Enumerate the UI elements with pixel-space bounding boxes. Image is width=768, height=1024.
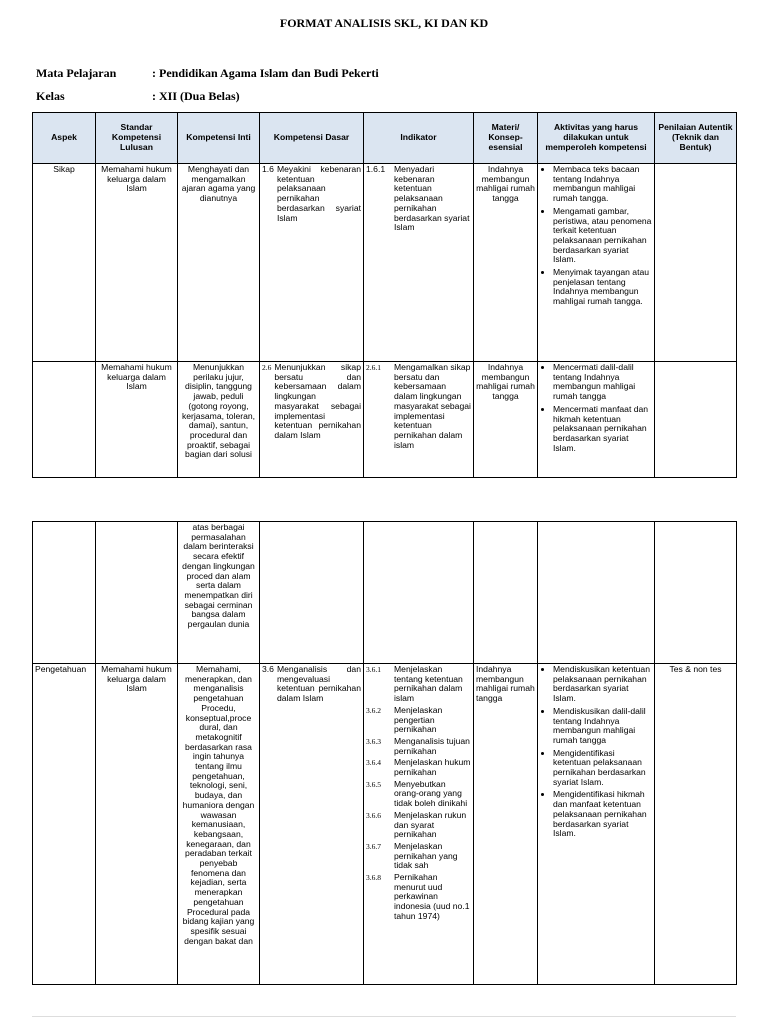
cell-materi xyxy=(474,522,538,664)
cell-aspek xyxy=(33,362,96,478)
cell-kd xyxy=(260,164,364,362)
document-title: FORMAT ANALISIS SKL, KI DAN KD xyxy=(279,16,489,30)
cell-aktivitas xyxy=(538,664,655,985)
indikator-item xyxy=(366,758,471,777)
analysis-table-page-1 xyxy=(32,112,737,478)
header-indikator: Indikator xyxy=(364,113,474,164)
indikator-text: Menjelaskan hukum pernikahan xyxy=(394,757,471,778)
indikator-text: Menganalisis tujuan pernikahan xyxy=(394,735,470,756)
indikator-text: Menjelaskan pengertian pernikahan xyxy=(394,704,443,735)
cell-ki: Memahami, menerapkan, dan menganalisis pengetahuan Procedu, konseptual,proce dural, dan metakognitif berdasarkan rasa ingin tahunya tentang ilmu pengetahuan, teknologi, seni, budaya, dan humaniora dengan wawasan kemanusiaan, kebangsaan, kenegaraan, dan peradaban terkait penyebab fenomena dan kejadian, serta menerapkan pengetahuan Procedural pada bidang kajian yang spesifik sesuai dengan bakat dan xyxy=(178,664,260,985)
page-divider xyxy=(32,1016,736,1017)
indikator-number: 3.6.4 xyxy=(366,758,381,768)
cell-penilaian: Tes & non tes xyxy=(655,664,737,985)
kd-text: Meyakini kebenaran ketentuan pelaksanaan pernikahan berdasarkan syariat Islam xyxy=(276,164,361,223)
cell-aspek xyxy=(33,522,96,664)
list-item: • Membaca teks bacaan tentang Indahnya membangun mahligai rumah tangga. xyxy=(553,165,652,204)
cell-penilaian xyxy=(655,164,737,362)
list-item: • Mendiskusikan dalil-dalil tentang Indahnya membangun mahligai rumah tangga xyxy=(553,707,652,746)
kd-number: 2.6 xyxy=(262,363,272,372)
kd-number: 1.6 xyxy=(262,164,274,174)
aktivitas-list xyxy=(540,665,652,839)
indikator-item xyxy=(366,665,471,704)
cell-aktivitas xyxy=(538,164,655,362)
header-materi: Materi/ Konsep- esensial xyxy=(474,113,538,164)
list-item: • Mengamati gambar, peristiwa, atau penomena terkait ketentuan pelaksanaan pernikahan berdasarkan syariat Islam. xyxy=(553,207,652,265)
list-item: • Mencermati manfaat dan hikmah ketentuan pelaksanaan pernikahan berdasarkan syariat Islam. xyxy=(553,405,652,454)
list-item: • Mencermati dalil-dalil tentang Indahnya membangun mahligai rumah tangga xyxy=(553,363,652,402)
cell-skl xyxy=(96,522,178,664)
cell-indikator xyxy=(364,362,474,478)
indikator-text: Pernikahan menurut uud perkawinan indonesia (uud no.1 tahun 1974) xyxy=(394,872,470,921)
header-aktivitas: Aktivitas yang harus dilakukan untuk memperoleh kompetensi xyxy=(538,113,655,164)
indikator-text: Menjelaskan pernikahan yang tidak sah xyxy=(394,840,458,871)
indikator-item xyxy=(366,811,471,840)
cell-indikator xyxy=(364,664,474,985)
indikator-text: Menyadari kebenaran ketentuan pelaksanaan pernikahan berdasarkan syariat Islam xyxy=(394,164,470,233)
cell-skl: Memahami hukum keluarga dalam Islam xyxy=(96,164,178,362)
aktivitas-list xyxy=(540,165,652,307)
cell-materi: Indahnya membangun mahligai rumah tangga xyxy=(474,664,538,985)
kd-text: Menunjukkan sikap bersatu dan kebersamaan dalam lingkungan masyarakat sebagai implementasi ketentuan pernikahan dalam Islam xyxy=(274,362,361,440)
cell-ki: Menghayati dan mengamalkan ajaran agama yang dianutnya xyxy=(178,164,260,362)
kd-text: Menganalisis dan mengevaluasi ketentuan pernikahan dalam Islam xyxy=(276,664,361,704)
cell-skl: Memahami hukum keluarga dalam Islam xyxy=(96,362,178,478)
indikator-number: 3.6.8 xyxy=(366,873,381,883)
cell-aspek: Sikap xyxy=(33,164,96,362)
indikator-item xyxy=(366,706,471,735)
indikator-number: 3.6.5 xyxy=(366,779,381,789)
cell-aktivitas xyxy=(538,522,655,664)
kelas-label: Kelas xyxy=(36,89,65,103)
cell-kd xyxy=(260,362,364,478)
list-item: • Mendiskusikan ketentuan pelaksanaan pernikahan berdasarkan syariat Islam. xyxy=(553,665,652,704)
header-skl: Standar Kompetensi Lulusan xyxy=(96,113,178,164)
indikator-item xyxy=(366,873,471,922)
cell-materi: Indahnya membangun mahligai rumah tangga xyxy=(474,164,538,362)
cell-indikator xyxy=(364,522,474,664)
indikator-number: 3.6.1 xyxy=(366,665,381,674)
indikator-number: 3.6.2 xyxy=(366,705,381,715)
cell-kd xyxy=(260,664,364,985)
header-row xyxy=(33,113,737,164)
indikator-number: 3.6.3 xyxy=(366,736,381,746)
kelas-value: : XII (Dua Belas) xyxy=(152,89,240,103)
indikator-item xyxy=(366,737,471,756)
cell-penilaian xyxy=(655,362,737,478)
table-row-pengetahuan xyxy=(33,664,737,985)
cell-indikator xyxy=(364,164,474,362)
indikator-text: Menjelaskan rukun dan syarat pernikahan xyxy=(394,809,467,840)
indikator-number: 1.6.1 xyxy=(366,164,386,174)
cell-kd xyxy=(260,522,364,664)
aktivitas-list xyxy=(540,363,652,453)
header-ki: Kompetensi Inti xyxy=(178,113,260,164)
kd-number: 3.6 xyxy=(262,664,274,674)
table-row-sikap-2 xyxy=(33,362,737,478)
header-kd: Kompetensi Dasar xyxy=(260,113,364,164)
cell-aktivitas xyxy=(538,362,655,478)
indikator-number: 3.6.7 xyxy=(366,841,381,851)
table-row-sikap-1 xyxy=(33,164,737,362)
indikator-text: Mengamalkan sikap bersatu dan kebersamaan dalam lingkungan masyarakat sebagai implementasi ketentuan pernikahan dalam islam xyxy=(394,362,471,450)
header-aspek: Aspek xyxy=(33,113,96,164)
table-row-sikap-2-continued xyxy=(33,522,737,664)
list-item: • Menyimak tayangan atau penjelasan tentang Indahnya membangun mahligai rumah tangga. xyxy=(553,268,652,307)
indikator-number: 3.6.6 xyxy=(366,810,381,820)
list-item: • Mengidentifikasi hikmah dan manfaat ketentuan pelaksanaan pernikahan berdasarkan syariat Islam. xyxy=(553,790,652,839)
kelas-line xyxy=(36,89,240,104)
analysis-table-page-2 xyxy=(32,521,737,985)
indikator-item xyxy=(366,842,471,871)
mapel-value: : Pendidikan Agama Islam dan Budi Pekerti xyxy=(152,66,379,80)
indikator-item xyxy=(366,780,471,809)
cell-skl: Memahami hukum keluarga dalam Islam xyxy=(96,664,178,985)
header-penilaian: Penilaian Autentik (Teknik dan Bentuk) xyxy=(655,113,737,164)
cell-ki: atas berbagai permasalahan dalam berinteraksi secara efektif dengan lingkungan proced dan alam serta dalam menempatkan diri sebagai cerminan bangsa dalam pergaulan dunia xyxy=(178,522,260,664)
indikator-text: Menjelaskan tentang ketentuan pernikahan dalam islam xyxy=(394,664,463,704)
cell-aspek: Pengetahuan xyxy=(33,664,96,985)
mapel-line xyxy=(36,66,379,81)
cell-ki: Menunjukkan perilaku jujur, disiplin, tanggung jawab, peduli (gotong royong, kerjasama, toleran, damai), santun, procedural dan proaktif, sebagai bagian dari solusi xyxy=(178,362,260,478)
mapel-label: Mata Pelajaran xyxy=(36,66,117,80)
cell-materi: Indahnya membangun mahligai rumah tangga xyxy=(474,362,538,478)
list-item: • Mengidentifikasi ketentuan pelaksanaan pernikahan berdasarkan syariat Islam. xyxy=(553,749,652,788)
indikator-number: 2.6.1 xyxy=(366,363,381,372)
indikator-text: Menyebutkan orang-orang yang tidak boleh dinikahi xyxy=(394,778,468,809)
cell-penilaian xyxy=(655,522,737,664)
